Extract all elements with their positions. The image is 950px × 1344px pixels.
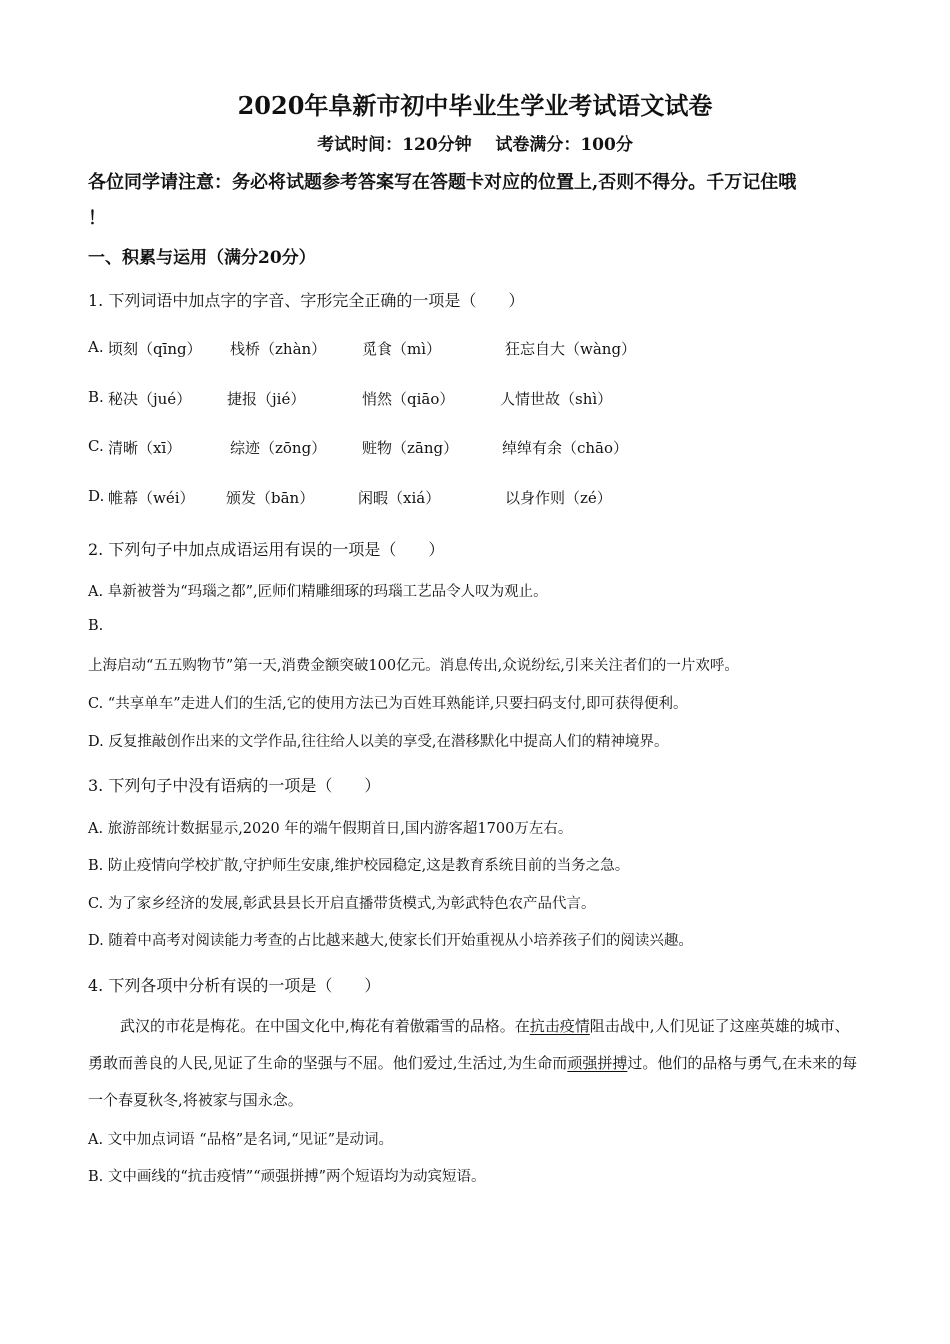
q2-option-a: A. 阜新被誉为“玛瑙之都”,匠师们精雕细琢的玛瑙工艺品令人叹为观止。: [88, 584, 548, 600]
question-2-stem: 2. 下列句子中加点成语运用有误的一项是（ ）: [88, 540, 445, 559]
q3-option-d: D. 随着中高考对阅读能力考查的占比越来越大,使家长们开始重视从小培养孩子们的阅读兴趣。: [88, 933, 693, 949]
q1-option-b-item: 秘决（jué）: [108, 390, 192, 408]
q1-option-d-item: 颁发（bān）: [226, 489, 315, 507]
q1-option-a-item: 栈桥（zhàn）: [230, 340, 327, 358]
q1-option-d-item: 帷幕（wéi）: [108, 489, 195, 507]
q3-option-a: A. 旅游部统计数据显示,2020 年的端午假期首日,国内游客超1700万左右。: [88, 821, 573, 837]
q1-option-c-label: C.: [88, 437, 104, 455]
q2-option-b-label: B.: [88, 618, 104, 634]
notice-line-2: ！: [88, 208, 106, 229]
q1-option-d-item: 闲暇（xiá）: [358, 489, 441, 507]
q1-option-a-item: 顷刻（qīng）: [108, 340, 202, 358]
q1-option-a-item: 觅食（mì）: [362, 340, 442, 358]
q4-passage-text: 过。他们的品格与勇气,在未来的每一个春夏秋冬,将被家与国永念。: [88, 1054, 858, 1109]
question-4-stem: 4. 下列各项中分析有误的一项是（ ）: [88, 976, 381, 995]
q1-option-a-label: A.: [88, 338, 104, 356]
q1-option-d-label: D.: [88, 487, 105, 505]
q1-option-c-item: 综迹（zōng）: [230, 439, 327, 457]
q4-passage-text: 阻击战中,人们见证了这座英雄的城市、勇敢而善良的人民,见证了生命的坚强与不屈。他们爱过,生活过,为生命而: [88, 1017, 850, 1072]
q4-passage-text: 武汉的市花是梅花。在中国文化中,梅花有着傲霜雪的品格。在: [120, 1017, 530, 1035]
q1-option-d-item: 以身作则（zé）: [505, 489, 612, 507]
q3-option-b: B. 防止疫情向学校扩散,守护师生安康,维护校园稳定,这是教育系统目前的当务之急。: [88, 858, 630, 874]
q4-option-b: B. 文中画线的“抗击疫情”“顽强拼搏”两个短语均为动宾短语。: [88, 1169, 486, 1185]
q1-option-a-item: 狂忘自大（wàng）: [505, 340, 637, 358]
q4-option-a: A. 文中加点词语 “品格”是名词,“见证”是动词。: [88, 1132, 394, 1148]
q1-option-c-item: 清晰（xī）: [108, 439, 182, 457]
q4-underlined-phrase: 抗击疫情: [529, 1017, 590, 1035]
q4-passage: [88, 1008, 863, 1119]
notice-line-1: 各位同学请注意：务必将试题参考答案写在答题卡对应的位置上,否则不得分。千万记住哦: [88, 172, 797, 193]
q1-option-b-item: 悄然（qiāo）: [362, 390, 455, 408]
q2-option-b: 上海启动“五五购物节”第一天,消费金额突破100亿元。消息传出,众说纷纭,引来关注者们的一片欢呼。: [88, 658, 739, 674]
q3-option-c: C. 为了家乡经济的发展,彰武县县长开启直播带货模式,为彰武特色农产品代言。: [88, 896, 596, 912]
q1-option-c-item: 绰绰有余（chāo）: [502, 439, 629, 457]
q1-option-b-label: B.: [88, 388, 104, 406]
q1-option-c-item: 赃物（zāng）: [362, 439, 459, 457]
page-title: 2020年阜新市初中毕业生学业考试语文试卷: [237, 91, 713, 120]
exam-info: 考试时间：120分钟 试卷满分：100分: [317, 135, 633, 155]
q4-underlined-phrase: 顽强拼搏: [567, 1054, 628, 1072]
q1-option-b-item: 捷报（jié）: [227, 390, 306, 408]
section-heading: 一、积累与运用（满分20分）: [88, 248, 316, 268]
question-1-stem: 1. 下列词语中加点字的字音、字形完全正确的一项是（ ）: [88, 291, 525, 310]
q1-option-b-item: 人情世故（shì）: [500, 390, 613, 408]
question-3-stem: 3. 下列句子中没有语病的一项是（ ）: [88, 776, 381, 795]
q2-option-c: C. “共享单车”走进人们的生活,它的使用方法已为百姓耳熟能详,只要扫码支付,即可获得便利。: [88, 696, 688, 712]
q2-option-d: D. 反复推敲创作出来的文学作品,往往给人以美的享受,在潜移默化中提高人们的精神境界。: [88, 734, 669, 750]
